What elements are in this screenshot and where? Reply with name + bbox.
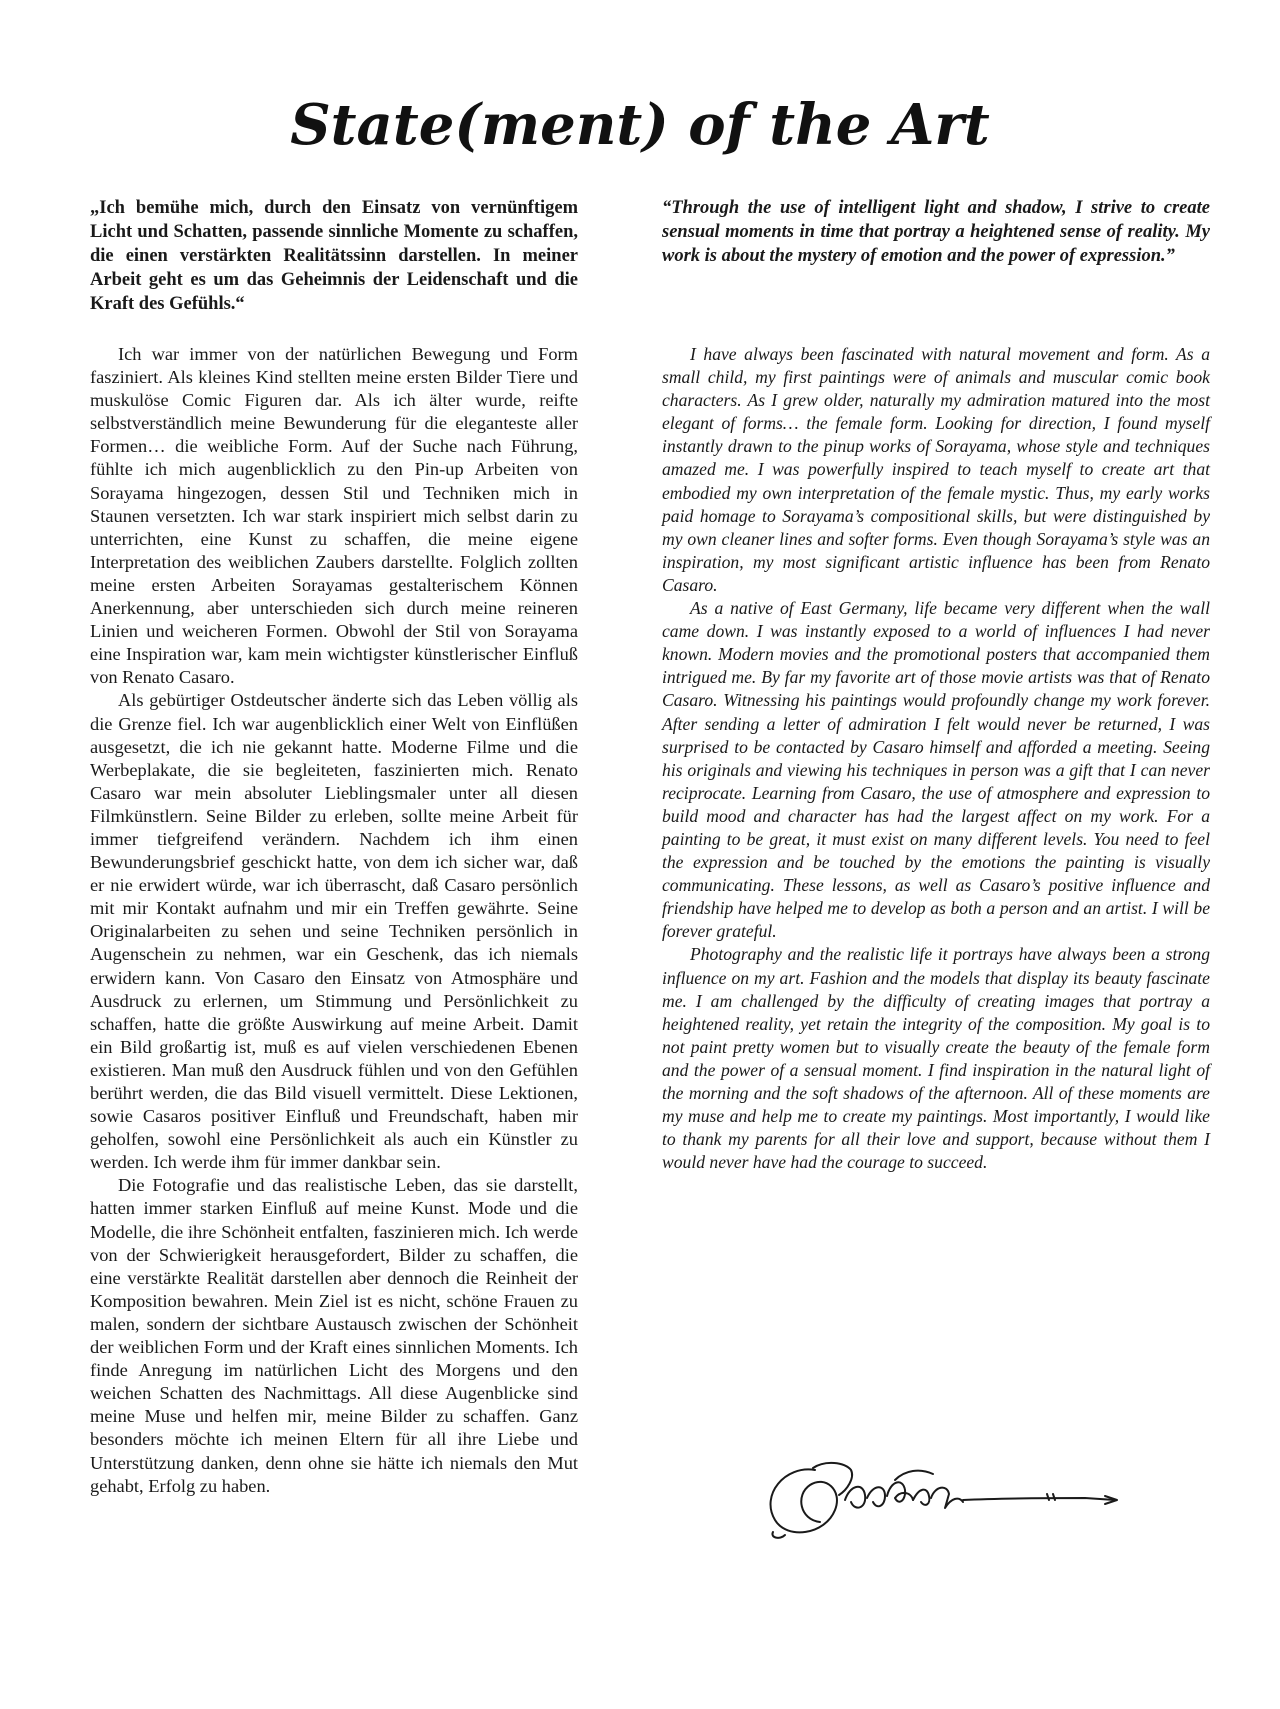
signature-icon — [755, 1440, 1135, 1550]
german-paragraph-3: Die Fotografie und das realistische Leben, das sie darstellt, hatten immer starken Einfluß auf meine Kunst. Mode und die Modelle, die ihre Schönheit entfalten, faszinieren mich. Ich werde von der Schwierigkeit herausgefordert, Bilder zu schaffen, die eine verstärkte Realität darstellen aber dennoch die Reinheit der Komposition bewahren. Mein Ziel ist es nicht, schöne Frauen zu malen, sondern der sichtbare Austausch zwischen der Schönheit der weiblichen Form und der Kraft eines sinnlichen Moments. Ich finde Anregung im natürlichen Licht des Morgens und den weichen Schatten des Nachmittags. All diese Augenblicke sind meine Muse und helfen mir, meine Bilder zu schaffen. Ganz besonders möchte ich meinen Eltern für all ihre Liebe und Unterstützung danken, denn ohne sie hätte ich niemals den Mut gehabt, Erfolg zu haben. — [90, 1175, 578, 1496]
german-body — [90, 343, 578, 1498]
page-title: State(ment) of the Art — [290, 92, 990, 158]
english-paragraph-1: I have always been fascinated with natural movement and form. As a small child, my first paintings were of animals and muscular comic book characters. As I grew older, naturally my admiration matured into the most elegant of forms… the female form. Looking for direction, I found myself instantly drawn to the pinup works of Sorayama, whose style and techniques amazed me. I was powerfully inspired to teach myself to create art that embodied my own interpretation of the female mystic. Thus, my early works paid homage to Sorayama’s compositional skills, but were distinguished by my own cleaner lines and softer forms. Even though Sorayama’s style was an inspiration, my most significant artistic influence has been from Renato Casaro. — [662, 344, 1210, 595]
english-paragraph-3: Photography and the realistic life it portrays have always been a strong influence on my art. Fashion and the models that display its beauty fascinate me. I am challenged by the difficulty of creating images that portray a heightened reality, yet retain the integrity of the composition. My goal is to not paint pretty women but to visually create the beauty of the female form and the power of a sensual moment. I find inspiration in the natural light of the morning and the soft shadows of the afternoon. All of these moments are my muse and help me to create my paintings. Most importantly, I would like to thank my parents for all their love and support, because without them I would never have had the courage to succeed. — [662, 944, 1210, 1173]
german-column — [90, 196, 578, 1498]
german-paragraph-1: Ich war immer von der natürlichen Bewegung und Form fasziniert. Als kleines Kind stellten meine ersten Bilder Tiere und muskulöse Comic Figuren dar. Als ich älter wurde, reifte selbstverständlich meine Bewunderung für die eleganteste aller Formen… die weibliche Form. Auf der Suche nach Führung, fühlte ich mich augenblicklich zu den Pin-up Arbeiten von Sorayama hingezogen, dessen Stil und Techniken mich in Staunen versetzten. Ich war stark inspiriert mich selbst darin zu unterrichten, eine Kunst zu schaffen, die meine eigene Interpretation des weiblichen Zaubers darstellte. Folglich zollten meine ersten Arbeiten Sorayamas gestalterischem Können Anerkennung, aber unterschieden sich durch meine reineren Linien und weicheren Formen. Obwohl der Stil von Sorayama eine Inspiration war, kam mein wichtigster künstlerischer Einfluß von Renato Casaro. — [90, 344, 578, 688]
english-body — [662, 343, 1210, 1174]
english-quote: “Through the use of intelligent light and shadow, I strive to create sensual moments in time that portray a heightened sense of reality. My work is about the mystery of emotion and the power of expression.” — [662, 198, 1210, 266]
english-column — [662, 196, 1210, 1174]
german-paragraph-2: Als gebürtiger Ostdeutscher änderte sich das Leben völlig als die Grenze fiel. Ich war augenblicklich einer Welt von Einflüßen ausgesetzt, die ich nie gekannt hatte. Moderne Filme und die Werbeplakate, die sie begleiteten, faszinierten mich. Renato Casaro war mein absoluter Lieblingsmaler unter all diesen Filmkünstlern. Seine Bilder zu erleben, sollte meine Arbeit für immer tiefgreifend verändern. Nachdem ich ihm einen Bewunderungsbrief geschickt hatte, von dem ich sicher war, daß er nie erwidert würde, war ich überrascht, daß Casaro persönlich mit mir Kontakt aufnahm und mir ein Treffen gewährte. Seine Originalarbeiten zu sehen und seine Techniken persönlich in Augenschein zu nehmen, war ein Geschenk, das ich niemals erwidern kann. Von Casaro den Einsatz von Atmosphäre und Ausdruck zu erlernen, um Stimmung und Persönlichkeit zu schaffen, hatte die größte Auswirkung auf meine Arbeit. Damit ein Bild großartig ist, muß es auf vielen verschiedenen Ebenen existieren. Man muß den Ausdruck fühlen und von den Gefühlen berührt werden, die das Bild visuell vermittelt. Diese Lektionen, sowie Casaros positiver Einfluß und Freundschaft, haben mir geholfen, sowohl eine Persönlichkeit als auch ein Künstler zu werden. Ich werde ihm für immer dankbar sein. — [90, 690, 578, 1173]
german-quote: „Ich bemühe mich, durch den Einsatz von vernünftigem Licht und Schatten, passende sinnliche Momente zu schaffen, die einen verstärkten Realitätssinn darstellen. In meiner Arbeit geht es um das Geheimnis der Leidenschaft und die Kraft des Gefühls.“ — [90, 198, 578, 314]
english-paragraph-2: As a native of East Germany, life became very different when the wall came down. I was instantly exposed to a world of influences I had never known. Modern movies and the promotional posters that accompanied them intrigued me. By far my favorite art of those movie artists was that of Renato Casaro. Witnessing his paintings would profoundly change my work forever. After sending a letter of admiration I felt would never be returned, I was surprised to be contacted by Casaro himself and afforded a meeting. Seeing his originals and viewing his techniques in person was a gift that I can never reciprocate. Learning from Casaro, the use of atmosphere and expression to build mood and character has had the largest affect on my work. For a painting to be great, it must exist on many different levels. You need to feel the expression and be touched by the emotions the painting is visually communicating. These lessons, as well as Casaro’s positive influence and friendship have helped me to develop as both a person and an artist. I will be forever grateful. — [662, 598, 1210, 942]
